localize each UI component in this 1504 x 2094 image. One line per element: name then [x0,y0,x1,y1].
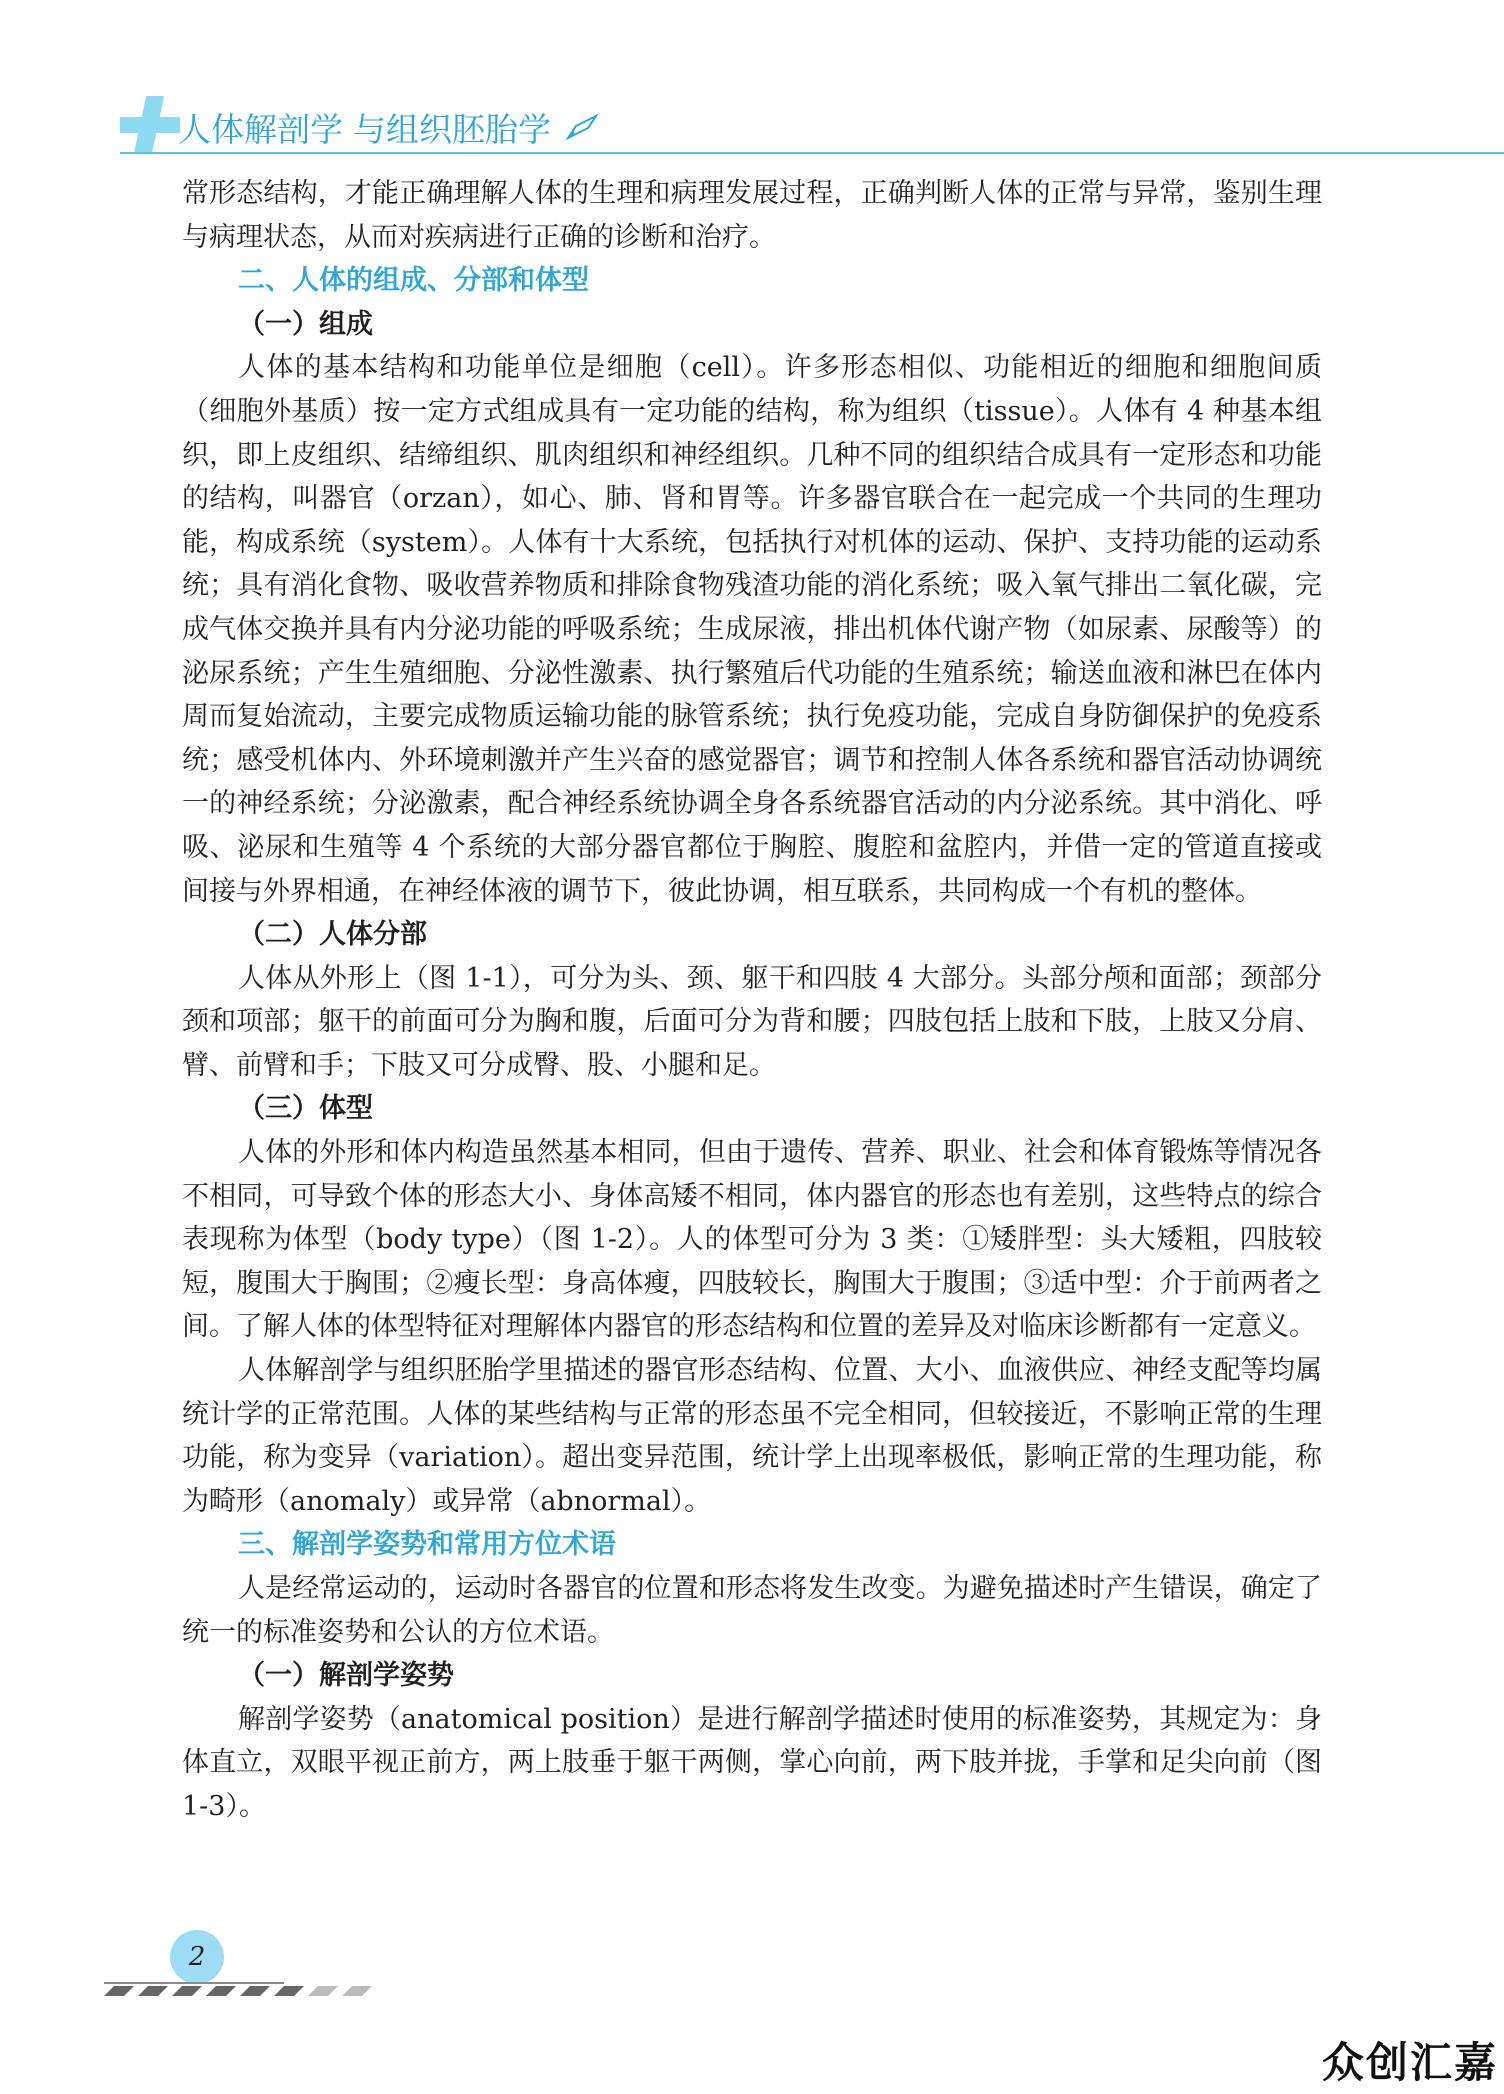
page-number: 2 [170,1930,224,1984]
subheading-body-regions: （二）人体分部 [238,919,427,951]
running-header [0,88,1504,168]
intro-paragraph: 常形态结构，才能正确理解人体的生理和病理发展过程，正确判断人体的正常与异常，鉴别生理与病理状态，从而对疾病进行正确的诊断和治疗。 [182,178,1322,253]
book-title-part1: 人体解剖学 [178,110,343,149]
header-rule [120,152,1504,154]
footer-rule [104,1982,284,1984]
page-body [182,172,1322,1829]
section-heading-2: 二、人体的组成、分部和体型 [238,265,589,297]
subheading-anatomical-position: （一）解剖学姿势 [238,1660,454,1692]
paragraph-section3-intro: 人是经常运动的，运动时各器官的位置和形态将发生改变。为避免描述时产生错误，确定了统一的标准姿势和公认的方位术语。 [182,1573,1322,1648]
paragraph-anatomical-position: 解剖学姿势（anatomical position）是进行解剖学描述时使用的标准姿势，其规定为：身体直立，双眼平视正前方，两上肢垂于躯干两侧，掌心向前，两下肢并拢，手掌和足尖向前（图 1-3）。 [182,1703,1322,1822]
book-title-part2: 与组织胚胎学 [353,110,551,149]
paragraph-composition: 人体的基本结构和功能单位是细胞（cell）。许多形态相似、功能相近的细胞和细胞间质（细胞外基质）按一定方式组成具有一定功能的结构，称为组织（tissue）。人体有 4 种基本组织，即上皮组织、结缔组织、肌肉组织和神经组织。几种不同的组织结合成具有一定形态和功能的结构，叫器官（orzan），如心、肺、肾和胃等。许多器官联合在一起完成一个共同的生理功能，构成系统（system）。人体有十大系统，包括执行对机体的运动、保护、支持功能的运动系统；具有消化食物、吸收营养物质和排除食物残渣功能的消化系统；吸入氧气排出二氧化碳，完成气体交换并具有内分泌功能的呼吸系统；生成尿液，排出机体代谢产物（如尿素、尿酸等）的泌尿系统；产生生殖细胞、分泌性激素、执行繁殖后代功能的生殖系统；输送血液和淋巴在体内周而复始流动，主要完成物质运输功能的脉管系统；执行免疫功能，完成自身防御保护的免疫系统；感受机体内、外环境刺激并产生兴奋的感觉器官；调节和控制人体各系统和器官活动协调统一的神经系统；分泌激素，配合神经系统协调全身各系统器官活动的内分泌系统。其中消化、呼吸、泌尿和生殖等 4 个系统的大部分器官都位于胸腔、腹腔和盆腔内，并借一定的管道直接或间接与外界相通，在神经体液的调节下，彼此协调，相互联系，共同构成一个有机的整体。 [182,352,1322,907]
paragraph-body-type: 人体的外形和体内构造虽然基本相同，但由于遗传、营养、职业、社会和体育锻炼等情况各不相同，可导致个体的形态大小、身体高矮不相同，体内器官的形态也有差别，这些特点的综合表现称为体型（body type）（图 1-2）。人的体型可分为 3 类：①矮胖型：头大矮粗，四肢较短，腹围大于胸围；②瘦长型：身高体瘦，四肢较长，胸围大于腹围；③适中型：介于前两者之间。了解人体的体型特征对理解体内器官的形态结构和位置的差异及对临床诊断都有一定意义。 [182,1137,1322,1343]
paragraph-body-regions: 人体从外形上（图 1-1），可分为头、颈、躯干和四肢 4 大部分。头部分颅和面部；颈部分颈和项部；躯干的前面可分为胸和腹，后面可分为背和腰；四肢包括上肢和下肢，上肢又分肩、臂、前臂和手；下肢又可分成臀、股、小腿和足。 [182,962,1322,1081]
subheading-body-type: （三）体型 [238,1093,373,1125]
pen-icon [566,114,600,140]
paragraph-variation: 人体解剖学与组织胚胎学里描述的器官形态结构、位置、大小、血液供应、神经支配等均属统计学的正常范围。人体的某些结构与正常的形态虽不完全相同，但较接近，不影响正常的生理功能，称为变异（variation）。超出变异范围，统计学上出现率极低，影响正常的生理功能，称为畸形（anomaly）或异常（abnormal）。 [182,1355,1322,1517]
section-heading-3: 三、解剖学姿势和常用方位术语 [238,1529,616,1561]
subheading-composition: （一）组成 [238,308,373,340]
medical-cross-icon [120,96,182,154]
footer-dash-bar [104,1986,404,1996]
book-title [178,108,551,152]
watermark-logo: 众创汇嘉 [1321,2038,1498,2087]
page-footer [0,1930,1504,1990]
